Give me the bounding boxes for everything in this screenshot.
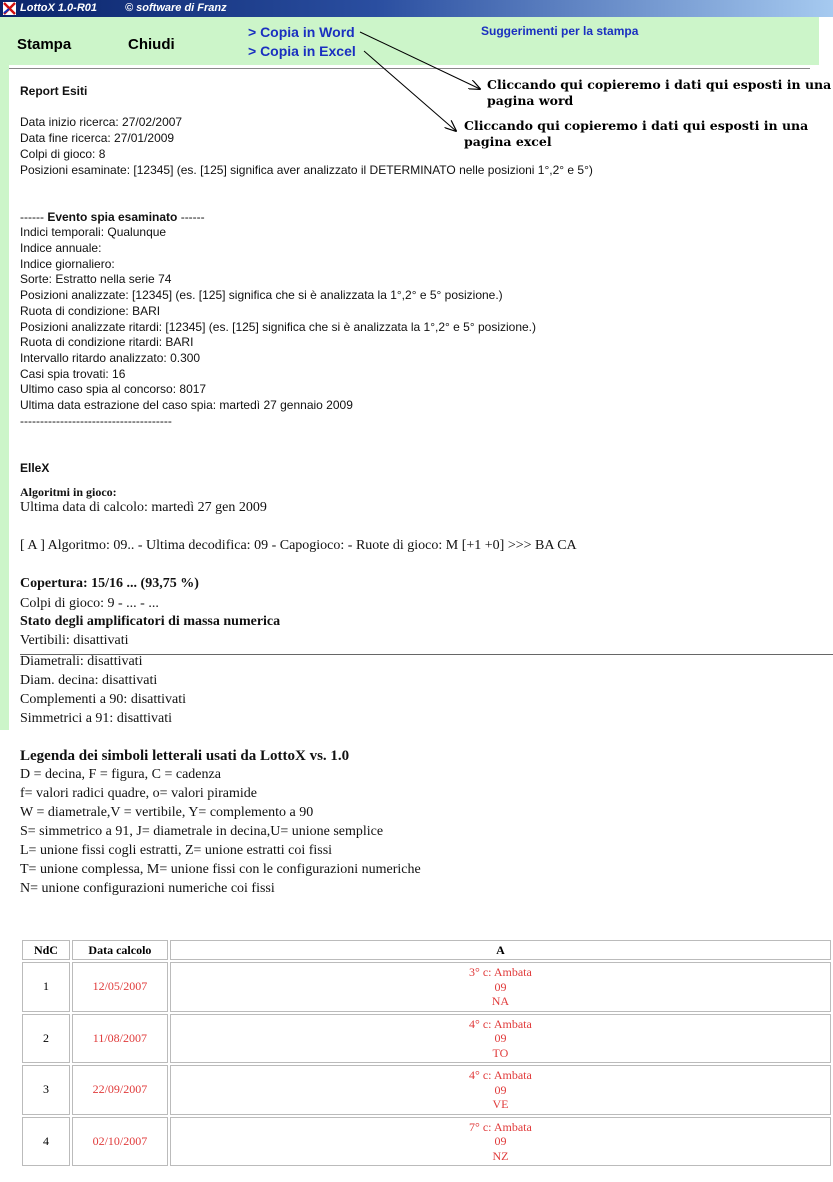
legend-line: D = decina, F = figura, C = cadenza bbox=[20, 767, 221, 782]
cell-a bbox=[170, 1014, 831, 1064]
excel-note-line: pagina excel bbox=[464, 134, 552, 149]
header-data-calcolo: Data calcolo bbox=[72, 940, 168, 960]
cell-a-line: 09 bbox=[494, 979, 507, 994]
report-line: Sorte: Estratto nella serie 74 bbox=[20, 272, 172, 287]
cell-a-line: 4° c: Ambata bbox=[469, 1068, 532, 1082]
report-line: Colpi di gioco: 8 bbox=[20, 146, 106, 161]
chiudi-button[interactable]: Chiudi bbox=[128, 36, 175, 53]
cell-a-line: 09 bbox=[494, 1082, 507, 1097]
header-ndc: NdC bbox=[22, 940, 70, 960]
legend-line: L= unione fissi cogli estratti, Z= unione estratti coi fissi bbox=[20, 843, 333, 858]
cell-a bbox=[170, 1065, 831, 1115]
cell-a-line: NA bbox=[491, 994, 510, 1008]
table-row bbox=[22, 1014, 831, 1064]
report-line: Posizioni analizzate: [12345] (es. [125] significa che si è analizzata la 1°,2° e 5° posizione.) bbox=[20, 288, 503, 303]
cell-a-line: TO bbox=[492, 1045, 509, 1060]
event-heading-prefix: ------ bbox=[20, 209, 48, 224]
word-callout-arrow bbox=[360, 32, 480, 89]
event-heading-title: Evento spia esaminato bbox=[47, 209, 178, 224]
copy-excel-link[interactable]: > Copia in Excel bbox=[248, 43, 356, 59]
word-note-line: Cliccando qui copieremo i dati qui esposti in una bbox=[487, 77, 832, 92]
table-row bbox=[22, 962, 831, 1012]
legend-line: T= unione complessa, M= unione fissi con le configurazioni numeriche bbox=[20, 862, 421, 877]
report-line: Data inizio ricerca: 27/02/2007 bbox=[20, 115, 183, 130]
cell-date: 12/05/2007 bbox=[72, 962, 168, 1012]
copertura: Copertura: 15/16 ... (93,75 %) bbox=[20, 576, 199, 591]
report-line: Intervallo ritardo analizzato: 0.300 bbox=[20, 350, 201, 365]
algo-last-calc: Ultima data di calcolo: martedì 27 gen 2009 bbox=[20, 500, 267, 515]
legend-heading: Legenda dei simboli letterali usati da LottoX vs. 1.0 bbox=[20, 748, 350, 764]
cell-a-line: 3° c: Ambata bbox=[469, 965, 532, 979]
word-note-line: pagina word bbox=[487, 93, 574, 108]
window-credit: © software di Franz bbox=[125, 2, 227, 14]
amplificatore-item: Vertibili: disattivati bbox=[20, 633, 129, 648]
report-line: Ultimo caso spia al concorso: 8017 bbox=[20, 382, 207, 397]
event-heading bbox=[20, 210, 593, 226]
legend-line: N= unione configurazioni numeriche coi fissi bbox=[20, 881, 275, 896]
results-table bbox=[20, 938, 833, 1168]
cell-ndc: 2 bbox=[22, 1014, 70, 1064]
report-line: Indici temporali: Qualunque bbox=[20, 225, 167, 240]
amplificatore-item: Diametrali: disattivati bbox=[20, 654, 143, 669]
report-line: Posizioni esaminate: [12345] (es. [125] significa aver analizzato il DETERMINATO nelle posizioni 1°,2° e 5°) bbox=[20, 162, 593, 177]
report-line: Ruota di condizione: BARI bbox=[20, 303, 161, 318]
legend-line: W = diametrale,V = vertibile, Y= complemento a 90 bbox=[20, 805, 314, 820]
report-line: Indice annuale: bbox=[20, 240, 102, 255]
report-line: Casi spia trovati: 16 bbox=[20, 366, 126, 381]
event-heading-suffix: ------ bbox=[177, 209, 205, 224]
print-hints-link[interactable]: Suggerimenti per la stampa bbox=[481, 24, 639, 38]
algo-heading: Algoritmi in gioco: bbox=[20, 485, 117, 499]
colpi-di-gioco: Colpi di gioco: 9 - ... - ... bbox=[20, 596, 159, 611]
legend-line: f= valori radici quadre, o= valori piramide bbox=[20, 786, 257, 801]
cell-a-line: 09 bbox=[494, 1134, 507, 1148]
cell-a-line: 7° c: Ambata bbox=[469, 1119, 532, 1134]
cell-a-line: 4° c: Ambata bbox=[469, 1016, 532, 1031]
table-row bbox=[22, 1065, 831, 1115]
window-title: LottoX 1.0-R01 bbox=[20, 2, 98, 14]
report-line: Posizioni analizzate ritardi: [12345] (es. [125] significa che si è analizzata la 1°,2° e 5° posizione.) bbox=[20, 319, 537, 334]
report-line: Indice giornaliero: bbox=[20, 256, 115, 271]
stampa-button[interactable]: Stampa bbox=[17, 36, 72, 53]
report-title: Report Esiti bbox=[20, 84, 88, 98]
report-line: Ruota di condizione ritardi: BARI bbox=[20, 335, 194, 350]
header-a: A bbox=[170, 940, 831, 960]
amplificatore-item: Diam. decina: disattivati bbox=[20, 673, 158, 688]
cell-a bbox=[170, 1117, 831, 1167]
table-row bbox=[22, 1117, 831, 1167]
ellex-heading: ElleX bbox=[20, 460, 50, 475]
report-section bbox=[20, 84, 593, 477]
cell-a-line: 09 bbox=[494, 1031, 507, 1045]
cell-date: 11/08/2007 bbox=[72, 1014, 168, 1064]
legend-line: S= simmetrico a 91, J= diametrale in decina,U= unione semplice bbox=[20, 824, 384, 839]
amplificatori-heading: Stato degli amplificatori di massa numerica bbox=[20, 614, 281, 629]
cell-a-line: VE bbox=[492, 1097, 509, 1111]
cell-ndc: 3 bbox=[22, 1065, 70, 1115]
cell-ndc: 4 bbox=[22, 1117, 70, 1167]
excel-note-line: Cliccando qui copieremo i dati qui esposti in una bbox=[464, 118, 809, 133]
cell-a bbox=[170, 962, 831, 1012]
cell-date: 22/09/2007 bbox=[72, 1065, 168, 1115]
cell-date: 02/10/2007 bbox=[72, 1117, 168, 1167]
copy-word-link[interactable]: > Copia in Word bbox=[248, 24, 355, 40]
amplificatore-item: Simmetrici a 91: disattivati bbox=[20, 711, 173, 726]
algo-line: [ A ] Algoritmo: 09.. - Ultima decodifica: 09 - Capogioco: - Ruote di gioco: M [+1 +0] >>> BA CA bbox=[20, 538, 577, 553]
report-separator: -------------------------------------- bbox=[20, 413, 172, 428]
cell-ndc: 1 bbox=[22, 962, 70, 1012]
report-line: Ultima data estrazione del caso spia: martedì 27 gennaio 2009 bbox=[20, 398, 353, 413]
report-line: Data fine ricerca: 27/01/2009 bbox=[20, 131, 175, 146]
cell-a-line: NZ bbox=[492, 1148, 509, 1163]
table-header-row bbox=[22, 940, 831, 960]
amplificatore-item: Complementi a 90: disattivati bbox=[20, 692, 187, 707]
